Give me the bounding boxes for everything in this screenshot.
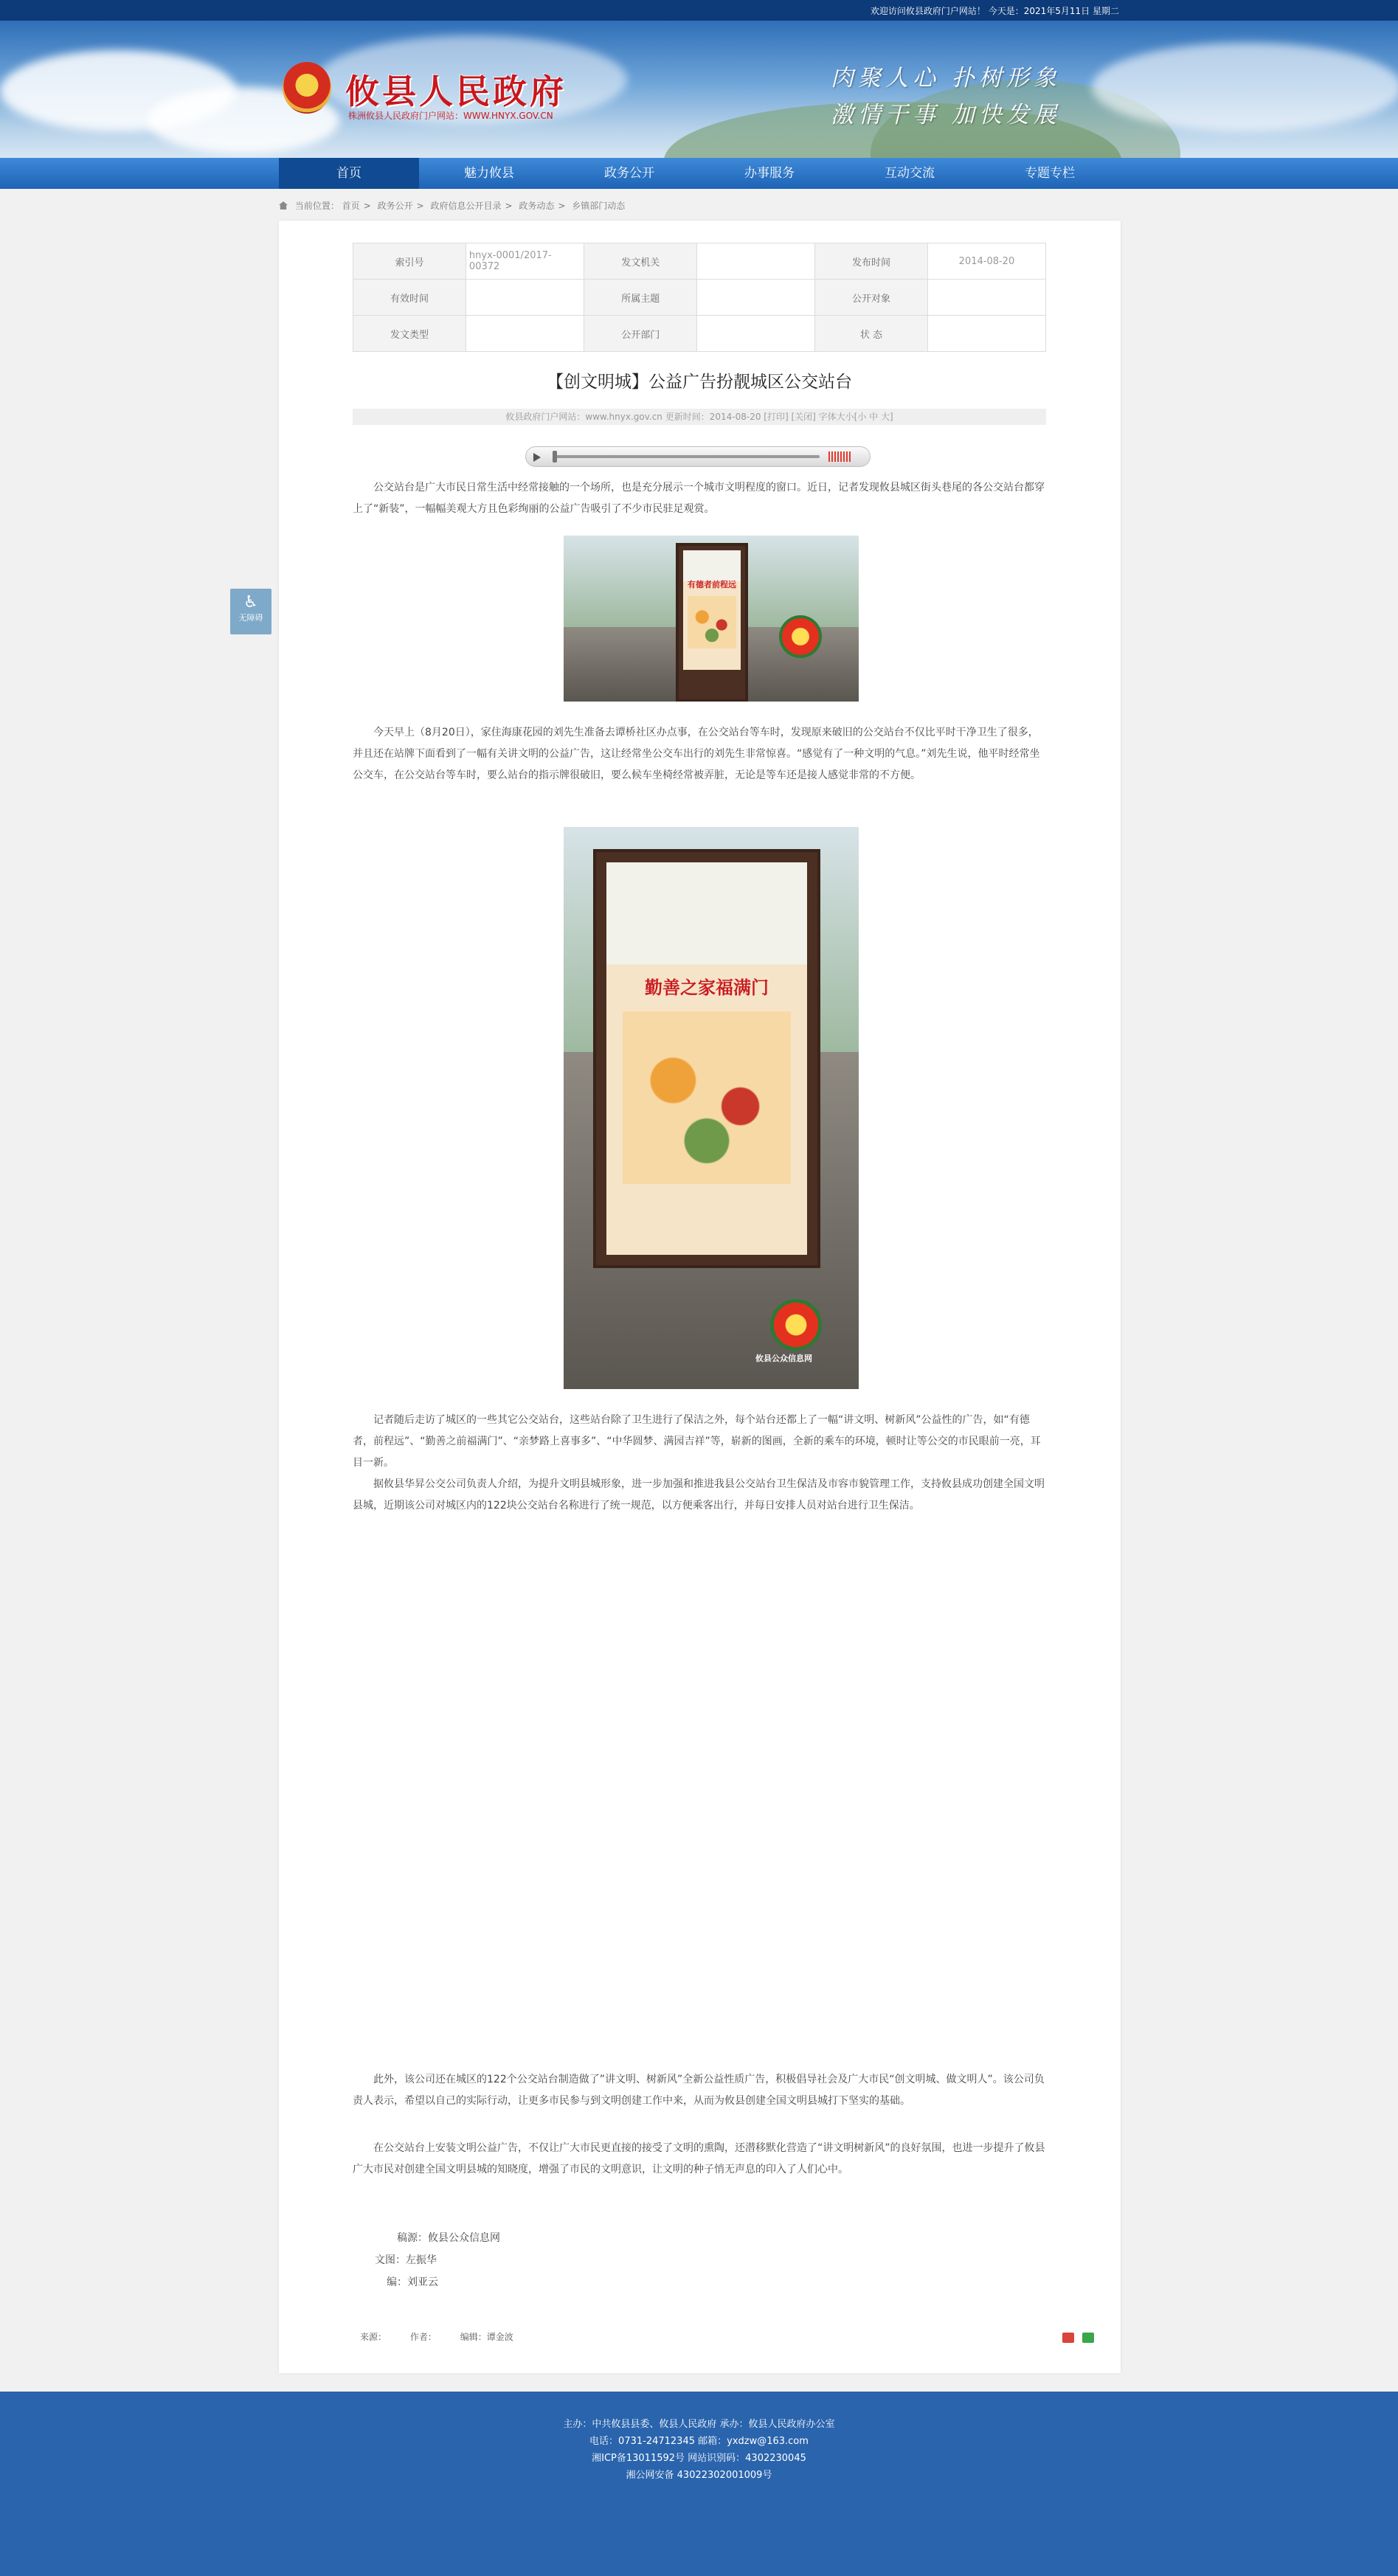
weibo-share-icon[interactable] xyxy=(1062,2333,1074,2343)
nav-item-interaction[interactable]: 互动交流 xyxy=(885,166,935,181)
meta-value xyxy=(466,316,584,352)
site-footer xyxy=(0,2392,1398,2576)
site-subtitle: 株洲攸县人民政府门户网站：WWW.HNYX.GOV.CN xyxy=(348,111,553,121)
article-editor-credit: 编：刘亚云 xyxy=(387,2276,438,2288)
accessibility-label: 无障碍 xyxy=(238,613,263,623)
national-emblem-icon xyxy=(283,62,331,114)
poster xyxy=(606,862,807,1255)
footer-contact: 电话：0731-24712345 邮箱：yxdzw@163.com xyxy=(589,2436,809,2447)
nav-item-charm[interactable]: 魅力攸县 xyxy=(464,166,514,181)
play-icon[interactable] xyxy=(533,453,541,462)
breadcrumb-prefix: 当前位置： xyxy=(294,201,339,211)
share-icons xyxy=(1058,2332,1094,2346)
top-strip xyxy=(0,0,1398,21)
meta-value xyxy=(927,280,1045,316)
article-photo-2 xyxy=(564,827,859,1389)
meta-label: 发文机关 xyxy=(584,243,697,280)
article-paragraph: 今天早上（8月20日），家住海康花园的刘先生准备去谭桥社区办点事，在公交站台等车时，发现原来破旧的公交站台不仅比平时干净卫生了很多，并且还在站牌下面看到了一幅有关讲文明的公益广告，这让经常坐公交车出行的刘先生非常惊喜。“感觉有了一种文明的气息。”刘先生说，他平时经常坐公交车，在公交站台等车时，要么站台的指示牌很破旧，要么候车坐椅经常被弄脏，无论是等车还是接人感觉非常的不方便。 xyxy=(353,727,1040,781)
slogan-line-1: 肉聚人心 扑树形象 xyxy=(831,65,1061,91)
meta-value xyxy=(697,316,815,352)
volume-icon[interactable] xyxy=(828,451,851,462)
article-paragraph: 公交站台是广大市民日常生活中经常接触的一个场所，也是充分展示一个城市文明程度的窗口。近日，记者发现攸县城区街头巷尾的各公交站台都穿上了“新装”，一幅幅美观大方且色彩绚丽的公益广告吸引了不少市民驻足观赏。 xyxy=(353,482,1045,515)
photo-watermark: 攸县公众信息网 xyxy=(755,1354,812,1363)
footer-police-record[interactable]: 湘公网安备 43022302001009号 xyxy=(626,2470,772,2481)
breadcrumb-link[interactable]: 政务公开 xyxy=(377,201,413,211)
footer-icp[interactable]: 湘ICP备13011592号 网站识别码：4302230045 xyxy=(592,2453,806,2464)
wechat-share-icon[interactable] xyxy=(1082,2333,1094,2343)
watermark-logo-icon xyxy=(779,615,822,658)
foot-author: 作者： xyxy=(409,2332,437,2342)
article-source: 稿源：攸县公众信息网 xyxy=(397,2232,500,2244)
cloud-decoration xyxy=(1092,43,1398,131)
watermark-logo-icon xyxy=(770,1299,822,1351)
meta-label: 状 态 xyxy=(814,316,927,352)
meta-label: 发文类型 xyxy=(353,316,466,352)
article-title: 【创文明城】公益广告扮靓城区公交站台 xyxy=(547,373,852,392)
nav-item-gov-affairs[interactable]: 政务公开 xyxy=(604,166,654,181)
footer-sponsor: 主办：中共攸县县委、攸县人民政府 承办：攸县人民政府办公室 xyxy=(563,2419,835,2430)
meta-value xyxy=(697,243,815,280)
article-text-credit: 文图：左振华 xyxy=(375,2254,437,2266)
breadcrumb-link[interactable]: 政府信息公开目录 xyxy=(430,201,502,211)
article-paragraph: 记者随后走访了城区的一些其它公交站台，这些站台除了卫生进行了保洁之外，每个站台还都上了一幅“讲文明、树新风”公益性的广告，如“有德者，前程远”、“勤善之前福满门”、“亲梦路上喜事多”、“中华圆梦、满园吉祥”等，崭新的图画，全新的乘车的环境，顿时让等公交的市民眼前一亮，耳目一新。 xyxy=(353,1414,1041,1469)
nav-item-home[interactable]: 首页 xyxy=(279,158,419,189)
content-panel xyxy=(279,221,1121,2373)
meta-label: 所属主题 xyxy=(584,280,697,316)
poster-title: 勤善之家福满门 xyxy=(645,977,769,998)
article-paragraph: 据攸县华昇公交公司负责人介绍，为提升文明县城形象，进一步加强和推进我县公交站台卫生保洁及市容市貌管理工作，支持攸县成功创建全国文明县城，近期该公司对城区内的122块公交站台名称进行了统一规范，以方便乘客出行，并每日安排人员对站台进行卫生保洁。 xyxy=(353,1478,1045,1512)
audio-progress-handle[interactable] xyxy=(553,451,557,463)
meta-value: hnyx-0001/2017-00372 xyxy=(466,243,584,280)
article-info-bar: 攸县政府门户网站：www.hnyx.gov.cn 更新时间：2014-08-20 [打印] [关闭] 字体大小[小 中 大] xyxy=(353,409,1046,425)
breadcrumb-link[interactable]: 政务动态 xyxy=(519,201,555,211)
breadcrumb-link[interactable]: 首页 xyxy=(342,201,360,211)
meta-value: 2014-08-20 xyxy=(927,243,1045,280)
poster-art xyxy=(688,596,736,648)
home-icon xyxy=(279,201,288,210)
meta-label: 公开对象 xyxy=(814,280,927,316)
audio-player[interactable] xyxy=(525,446,871,467)
wheelchair-icon: ♿ xyxy=(243,593,258,612)
bus-stop-board xyxy=(676,543,748,702)
meta-label: 索引号 xyxy=(353,243,466,280)
nav-item-services[interactable]: 办事服务 xyxy=(744,166,795,181)
foot-editor: 编辑：谭金波 xyxy=(460,2332,513,2342)
meta-label: 有效时间 xyxy=(353,280,466,316)
breadcrumb-link[interactable]: 乡镇部门动态 xyxy=(572,201,626,211)
site-title[interactable]: 攸县人民政府 xyxy=(345,72,567,111)
header-banner xyxy=(0,21,1398,158)
foot-source: 来源： xyxy=(360,2332,387,2342)
article-foot-meta xyxy=(360,2330,534,2343)
nav-item-special[interactable]: 专题专栏 xyxy=(1025,166,1075,181)
accessibility-button[interactable] xyxy=(230,589,271,634)
article-paragraph: 在公交站台上安装文明公益广告，不仅让广大市民更直接的接受了文明的熏陶，还潜移默化营造了“讲文明树新风”的良好氛围，也进一步提升了攸县广大市民对创建全国文明县城的知晓度，增强了市民的文明意识，让文明的种子悄无声息的印入了人们心中。 xyxy=(353,2142,1045,2175)
slogan-line-2: 激情干事 加快发展 xyxy=(831,102,1061,128)
meta-value xyxy=(466,280,584,316)
breadcrumb: 当前位置： 首页 > 政务公开 > 政府信息公开目录 > 政务动态 > 乡镇部门动态 xyxy=(279,199,625,212)
bus-stop-board xyxy=(593,849,820,1268)
poster-art xyxy=(623,1011,792,1184)
poster-title: 有德者前程远 xyxy=(688,580,736,589)
audio-progress-track[interactable] xyxy=(554,455,820,458)
meta-value xyxy=(927,316,1045,352)
article-photo-1 xyxy=(564,536,859,702)
document-meta-table xyxy=(353,243,1046,352)
meta-label: 发布时间 xyxy=(814,243,927,280)
poster xyxy=(683,550,741,670)
meta-value xyxy=(697,280,815,316)
main-nav xyxy=(0,158,1398,189)
welcome-text: 欢迎访问攸县政府门户网站！ 今天是：2021年5月11日 星期二 xyxy=(870,6,1119,16)
article-paragraph: 此外，该公司还在城区的122个公交站台制造做了”讲文明、树新风”全新公益性质广告，积极倡导社会及广大市民“创文明城、做文明人”。该公司负责人表示，希望以自己的实际行动，让更多市民参与到文明创建工作中来，从而为攸县创建全国文明县城打下坚实的基础。 xyxy=(353,2074,1045,2107)
meta-label: 公开部门 xyxy=(584,316,697,352)
